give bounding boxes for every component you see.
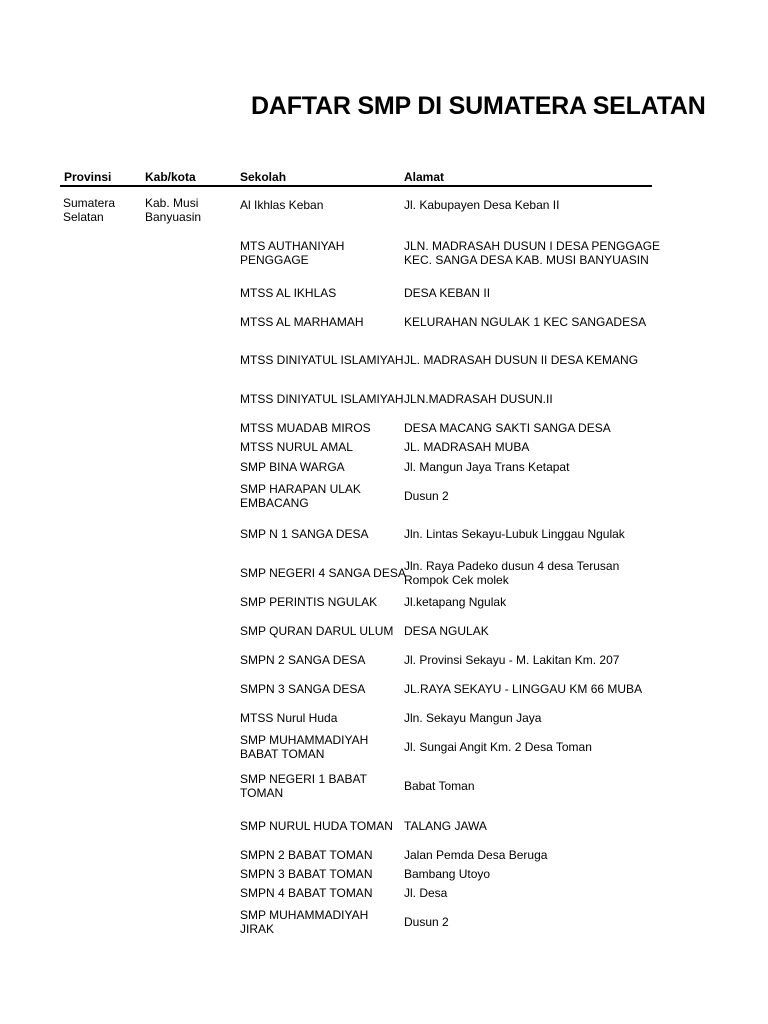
address-cell [404,624,654,638]
page-title: DAFTAR SMP DI SUMATERA SELATAN [251,92,706,120]
school-name-line: MTSS NURUL AMAL [240,440,353,454]
column-header-alamat: Alamat [404,170,445,184]
school-name-line: MTSS AL MARHAMAH [240,315,364,329]
address-line: Babat Toman [404,779,475,793]
school-name-cell [240,848,400,862]
school-name-line: SMPN 2 BABAT TOMAN [240,848,373,862]
school-name-line: MTSS MUADAB MIROS [240,421,371,435]
school-name-cell [240,653,400,667]
school-name-line: SMPN 3 SANGA DESA [240,682,366,696]
address-line: Jl. Desa [404,886,448,900]
school-name-line: EMBACANG [240,496,309,510]
school-name-line: MTSS DINIYATUL ISLAMIYAH [240,353,404,367]
province-line: Sumatera [63,196,116,210]
address-line: Dusun 2 [404,915,449,929]
school-name-line: MTSS Nurul Huda [240,711,338,725]
address-cell [404,315,654,329]
school-name-cell [240,819,400,833]
address-cell [404,886,654,900]
address-line: DESA MACANG SAKTI SANGA DESA [404,421,611,435]
address-line: Dusun 2 [404,489,449,503]
school-name-line: SMP MUHAMMADIYAH [240,908,369,922]
school-name-cell [240,772,400,800]
school-name-cell [240,527,400,541]
address-cell [404,915,654,929]
address-line: Jalan Pemda Desa Beruga [404,848,548,862]
school-name-cell [240,733,400,761]
school-name-cell [240,239,400,267]
school-name-cell [240,198,400,212]
address-line: Jl. Kabupayen Desa Keban II [404,198,560,212]
address-line: KELURAHAN NGULAK 1 KEC SANGADESA [404,315,647,329]
province-line: Selatan [63,210,104,224]
address-cell [404,460,654,474]
address-line: JL. MADRASAH MUBA [404,440,530,454]
school-name-cell [240,421,400,435]
column-header-provinsi: Provinsi [64,170,112,184]
school-name-cell [240,315,400,329]
column-header-sekolah: Sekolah [240,170,287,184]
address-line: Jl.ketapang Ngulak [404,595,507,609]
address-line: TALANG JAWA [404,819,487,833]
school-name-line: SMP MUHAMMADIYAH [240,733,369,747]
regency-line: Banyuasin [145,210,202,224]
address-cell [404,682,654,696]
address-cell [404,848,654,862]
address-line: JLN. MADRASAH DUSUN I DESA PENGGAGE [404,239,661,253]
address-cell [404,353,654,367]
school-name-cell [240,711,400,725]
school-name-line: SMP N 1 SANGA DESA [240,527,369,541]
school-name-line: MTSS DINIYATUL ISLAMIYAH [240,392,404,406]
address-cell [404,711,654,725]
school-name-cell [240,624,400,638]
address-cell [404,653,654,667]
regency-cell [145,196,201,224]
school-name-cell [240,566,406,580]
address-cell [404,779,654,793]
header-divider [60,185,652,187]
school-name-line: PENGGAGE [240,253,309,267]
school-name-line: SMP QURAN DARUL ULUM [240,624,394,638]
school-name-cell [240,286,400,300]
address-line: Jln. Raya Padeko dusun 4 desa Terusan [404,559,620,573]
address-line: JLN.MADRASAH DUSUN.II [404,392,553,406]
address-line: Rompok Cek molek [404,573,509,587]
school-name-line: TOMAN [240,786,284,800]
address-line: JL.RAYA SEKAYU - LINGGAU KM 66 MUBA [404,682,643,696]
school-name-cell [240,392,404,406]
address-cell [404,239,661,267]
address-line: Jl. Mangun Jaya Trans Ketapat [404,460,570,474]
school-name-cell [240,482,400,510]
province-cell [63,196,115,224]
school-name-line: SMP PERINTIS NGULAK [240,595,378,609]
school-name-line: MTS AUTHANIYAH [240,239,345,253]
school-name-line: JIRAK [240,922,275,936]
school-name-cell [240,908,400,936]
address-line: Jln. Sekayu Mangun Jaya [404,711,542,725]
school-name-cell [240,440,400,454]
school-name-line: SMP NURUL HUDA TOMAN [240,819,393,833]
school-name-line: SMPN 4 BABAT TOMAN [240,886,373,900]
column-header-kabkota: Kab/kota [145,170,196,184]
address-line: Bambang Utoyo [404,867,491,881]
address-line: DESA NGULAK [404,624,489,638]
school-name-line: SMP NEGERI 1 BABAT [240,772,367,786]
title-area [0,88,706,124]
school-name-line: SMP NEGERI 4 SANGA DESA [240,566,406,580]
address-line: Jl. Sungai Angit Km. 2 Desa Toman [404,740,592,754]
address-line: Jl. Provinsi Sekayu - M. Lakitan Km. 207 [404,653,620,667]
school-name-cell [240,682,400,696]
address-cell [404,440,654,454]
school-name-line: BABAT TOMAN [240,747,325,761]
school-name-cell [240,353,404,367]
address-cell [404,489,654,503]
regency-line: Kab. Musi [145,196,199,210]
address-cell [404,740,654,754]
address-cell [404,286,654,300]
school-name-line: Al Ikhlas Keban [240,198,324,212]
school-name-line: SMPN 3 BABAT TOMAN [240,867,373,881]
school-name-line: SMP HARAPAN ULAK [240,482,361,496]
school-name-cell [240,460,400,474]
address-line: JL. MADRASAH DUSUN II DESA KEMANG [404,353,639,367]
school-name-cell [240,886,400,900]
school-name-line: SMPN 2 SANGA DESA [240,653,366,667]
school-name-line: MTSS AL IKHLAS [240,286,337,300]
address-cell [404,559,654,587]
address-cell [404,867,654,881]
address-line: DESA KEBAN II [404,286,491,300]
school-name-line: SMP BINA WARGA [240,460,345,474]
school-name-cell [240,867,400,881]
school-name-cell [240,595,400,609]
address-cell [404,595,654,609]
address-cell [404,527,654,541]
address-cell [404,421,654,435]
address-line: KEC. SANGA DESA KAB. MUSI BANYUASIN [404,253,649,267]
address-cell [404,819,654,833]
address-cell [404,392,654,406]
address-cell [404,198,654,212]
address-line: Jln. Lintas Sekayu-Lubuk Linggau Ngulak [404,527,625,541]
